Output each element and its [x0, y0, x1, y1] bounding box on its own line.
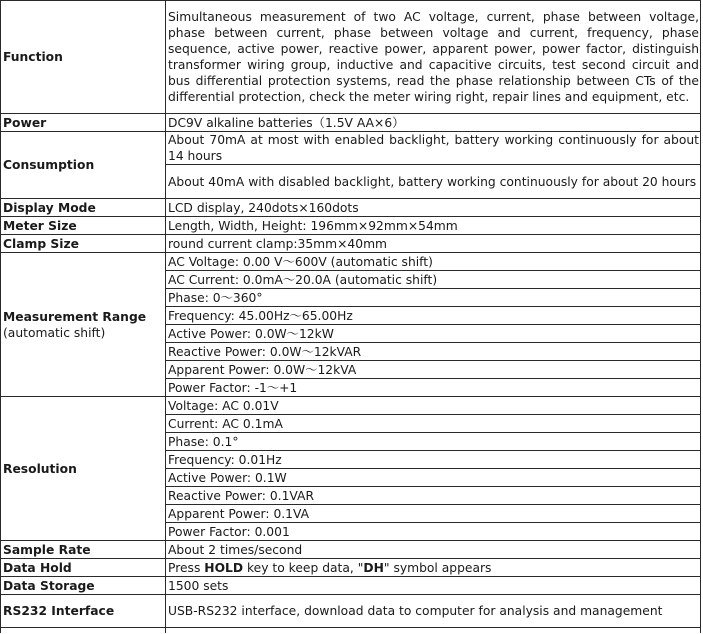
- measurement-range-value: Phase: 0～360°: [166, 289, 701, 307]
- measurement-range-value: Reactive Power: 0.0W～12kVAR: [166, 343, 701, 361]
- measurement-range-value: Active Power: 0.0W～12kW: [166, 325, 701, 343]
- consumption-value: About 70mA at most with enabled backlight, battery working continuously for about 14 hours: [166, 132, 701, 165]
- consumption-value: About 40mA with disabled backlight, battery working continuously for about 20 hours: [166, 165, 701, 199]
- measurement-range-value: Frequency: 45.00Hz～65.00Hz: [166, 307, 701, 325]
- function-text: Simultaneous measurement of two AC voltage, current, phase between voltage, phase between current, phase between voltage and current, frequency, phase sequence, active power, reactive power, apparent power, power factor, distinguish transformer wiring group, inductive and capacitive circuits, test second circuit and bus differential protection systems, read the phase relationship between CTs of the differential protection, check the meter wiring right, repair lines and equipment, etc.: [166, 1, 701, 114]
- row-meter-size: [1, 217, 701, 235]
- rs232-label: RS232 Interface: [1, 595, 166, 628]
- row-sample-rate: [1, 541, 701, 559]
- data-hold-label: Data Hold: [1, 559, 166, 577]
- resolution-value: Current: AC 0.1mA: [166, 415, 701, 433]
- cutoff-cell: [166, 628, 701, 633]
- consumption-label: Consumption: [1, 132, 166, 199]
- meter-size-label: Meter Size: [1, 217, 166, 235]
- function-label: Function: [1, 1, 166, 114]
- clamp-size-text: round current clamp:35mm×40mm: [166, 235, 701, 253]
- sample-rate-label: Sample Rate: [1, 541, 166, 559]
- cutoff-cell: [1, 628, 166, 633]
- measurement-range-value: Apparent Power: 0.0W～12kVA: [166, 361, 701, 379]
- resolution-value: Voltage: AC 0.01V: [166, 397, 701, 415]
- resolution-value: Power Factor: 0.001: [166, 523, 701, 541]
- clamp-size-label: Clamp Size: [1, 235, 166, 253]
- row-function: [1, 1, 701, 114]
- resolution-value: Apparent Power: 0.1VA: [166, 505, 701, 523]
- row-rs232: [1, 595, 701, 628]
- row-resolution: [1, 397, 701, 415]
- data-storage-text: 1500 sets: [166, 577, 701, 595]
- measurement-range-title: Measurement Range: [3, 309, 147, 324]
- row-bottom-cutoff: [1, 628, 701, 633]
- row-display-mode: [1, 199, 701, 217]
- row-data-storage: [1, 577, 701, 595]
- row-consumption-1: [1, 132, 701, 165]
- data-hold-pre: Press: [168, 560, 205, 575]
- resolution-label: Resolution: [1, 397, 166, 541]
- measurement-range-value: AC Current: 0.0mA～20.0A (automatic shift): [166, 271, 701, 289]
- data-hold-post: " symbol appears: [383, 560, 492, 575]
- measurement-range-sublabel: (automatic shift): [3, 325, 106, 340]
- row-data-hold: [1, 559, 701, 577]
- row-measurement-range: [1, 253, 701, 271]
- row-power: [1, 114, 701, 132]
- display-mode-text: LCD display, 240dots×160dots: [166, 199, 701, 217]
- data-hold-symbol: DH: [363, 560, 384, 575]
- data-storage-label: Data Storage: [1, 577, 166, 595]
- data-hold-mid: key to keep data, ": [243, 560, 364, 575]
- sample-rate-text: About 2 times/second: [166, 541, 701, 559]
- measurement-range-label: [1, 253, 166, 397]
- display-mode-label: Display Mode: [1, 199, 166, 217]
- row-clamp-size: [1, 235, 701, 253]
- meter-size-text: Length, Width, Height: 196mm×92mm×54mm: [166, 217, 701, 235]
- rs232-text: USB-RS232 interface, download data to computer for analysis and management: [166, 595, 701, 628]
- data-hold-key: HOLD: [204, 560, 244, 575]
- resolution-value: Reactive Power: 0.1VAR: [166, 487, 701, 505]
- data-hold-text: [166, 559, 701, 577]
- power-text: DC9V alkaline batteries（1.5V AA×6）: [166, 114, 701, 132]
- resolution-value: Phase: 0.1°: [166, 433, 701, 451]
- measurement-range-value: AC Voltage: 0.00 V～600V (automatic shift): [166, 253, 701, 271]
- measurement-range-value: Power Factor: -1～+1: [166, 379, 701, 397]
- resolution-value: Frequency: 0.01Hz: [166, 451, 701, 469]
- power-label: Power: [1, 114, 166, 132]
- resolution-value: Active Power: 0.1W: [166, 469, 701, 487]
